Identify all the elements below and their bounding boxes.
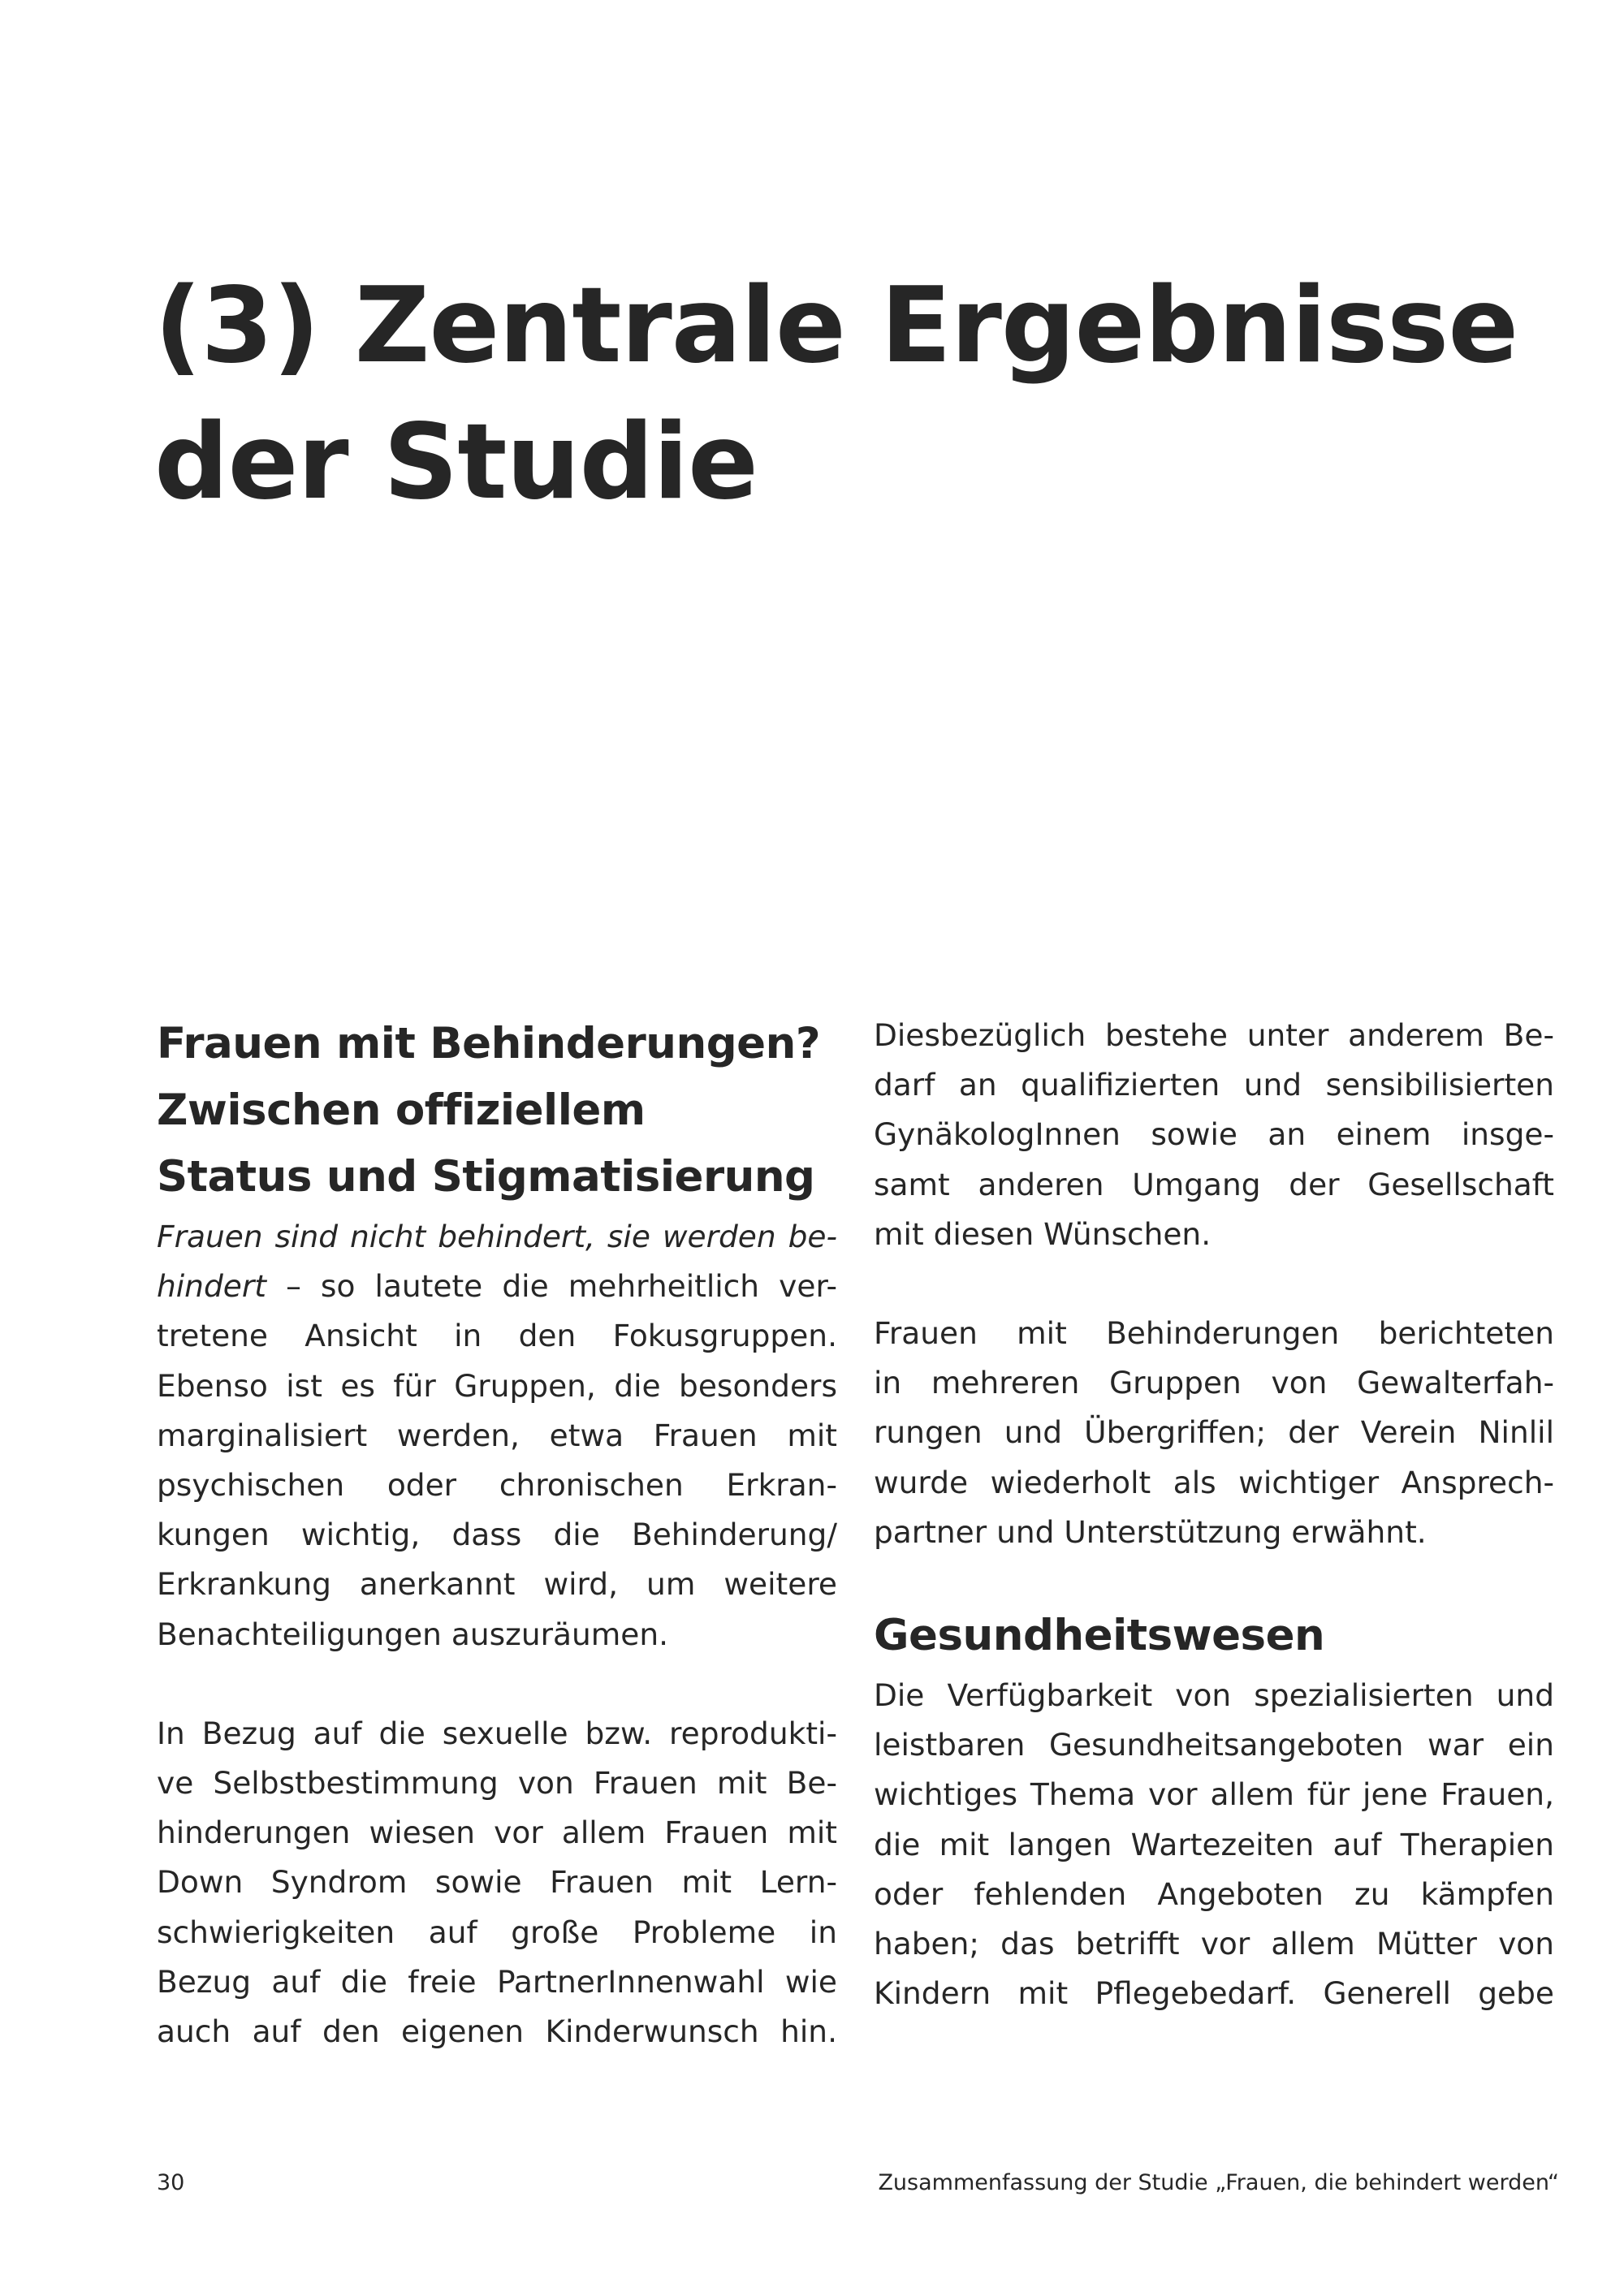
- running-title: Zusammenfassung der Studie „Frauen, die behindert werden“: [878, 2170, 1559, 2195]
- text-line: Kindern mit Pflegebedarf. Generell gebe: [874, 1975, 1554, 2012]
- page-title-line: der Studie: [154, 402, 758, 523]
- paragraph-fokusgruppen: [157, 1212, 837, 1659]
- text-line: oder fehlenden Angeboten zu kämpfen: [874, 1875, 1554, 1912]
- text-line: partner und Unterstützung erwähnt.: [874, 1513, 1427, 1550]
- paragraph-gesundheitsangebote: [874, 1671, 1554, 2018]
- text-line: darf an qualifizierten und sensibilisierten: [874, 1067, 1554, 1103]
- heading-line: Zwischen offiziellem: [157, 1085, 646, 1135]
- text-line: Down Syndrom sowie Frauen mit Lern-: [157, 1864, 837, 1901]
- text-line: die mit langen Wartezeiten auf Therapien: [874, 1826, 1554, 1862]
- text-line: In Bezug auf die sexuelle bzw. reprodukti-: [157, 1715, 837, 1751]
- text-line: kungen wichtig, dass die Behinderung/: [157, 1517, 837, 1553]
- text-line: hinderungen wiesen vor allem Frauen mit: [157, 1815, 837, 1851]
- text-line: auch auf den eigenen Kinderwunsch hin.: [157, 2013, 837, 2050]
- text-line: Bezug auf die freie PartnerInnenwahl wie: [157, 1963, 837, 2000]
- page-title: [154, 258, 1551, 531]
- page-number: 30: [157, 2170, 185, 2195]
- heading-spacer: [874, 1557, 1554, 1603]
- text-line: schwierigkeiten auf große Probleme in: [157, 1914, 837, 1950]
- text-line: Erkrankung anerkannt wird, um weitere: [157, 1566, 837, 1603]
- text-line: rungen und Übergriffen; der Verein Ninlil: [874, 1414, 1554, 1451]
- text-line: leistbaren Gesundheitsangeboten war ein: [874, 1727, 1554, 1763]
- text-line: Diesbezüglich bestehe unter anderem Be-: [874, 1017, 1554, 1053]
- text-line: Ebenso ist es für Gruppen, die besonders: [157, 1367, 837, 1404]
- section-heading-gesundheitswesen: [874, 1603, 1554, 1669]
- paragraph-spacer: [874, 1259, 1554, 1309]
- paragraph-gewalterfahrungen: [874, 1309, 1554, 1557]
- text-line: psychischen oder chronischen Erkran-: [157, 1467, 837, 1504]
- page-title-line: (3) Zentrale Ergebnisse: [154, 265, 1518, 386]
- text-line: tretene Ansicht in den Fokusgruppen.: [157, 1318, 837, 1354]
- text-line: GynäkologInnen sowie an einem insge-: [874, 1116, 1554, 1153]
- italic-quote: Frauen sind nicht behindert, sie werden be-: [157, 1219, 837, 1254]
- text-line: in mehreren Gruppen von Gewalterfah-: [874, 1365, 1554, 1401]
- text-line: Benachteiligungen auszuräumen.: [157, 1616, 669, 1652]
- text-line: marginalisiert werden, etwa Frauen mit: [157, 1417, 837, 1453]
- heading-line: Status und Stigmatisierung: [157, 1152, 815, 1202]
- text-line: mit diesen Wünschen.: [874, 1215, 1212, 1252]
- right-column: [874, 1011, 1554, 2018]
- text-line: ve Selbstbestimmung von Frauen mit Be-: [157, 1765, 837, 1802]
- paragraph-selbstbestimmung: [157, 1709, 837, 2056]
- heading-line: Frauen mit Behinderungen?: [157, 1019, 821, 1068]
- paragraph-spacer: [157, 1659, 837, 1709]
- text-line: wurde wiederholt als wichtiger Ansprech-: [874, 1464, 1554, 1500]
- text-line: wichtiges Thema vor allem für jene Frauen,: [874, 1776, 1554, 1813]
- text-line: samt anderen Umgang der Gesellschaft: [874, 1166, 1554, 1202]
- heading-line: Gesundheitswesen: [874, 1611, 1325, 1661]
- section-heading-frauen-mit-behinderungen: [157, 1011, 837, 1211]
- text-fragment: – so lautete die mehrheitlich ver-: [266, 1268, 837, 1305]
- text-line: Frauen mit Behinderungen berichteten: [874, 1315, 1554, 1352]
- paragraph-gynaekologinnen: [874, 1011, 1554, 1259]
- text-line: [157, 1212, 837, 1262]
- text-line: haben; das betrifft vor allem Mütter von: [874, 1926, 1554, 1962]
- text-line: [157, 1262, 837, 1311]
- italic-quote: hindert: [157, 1268, 266, 1305]
- left-column: [157, 1011, 837, 2056]
- text-line: Die Verfügbarkeit von spezialisierten und: [874, 1677, 1554, 1714]
